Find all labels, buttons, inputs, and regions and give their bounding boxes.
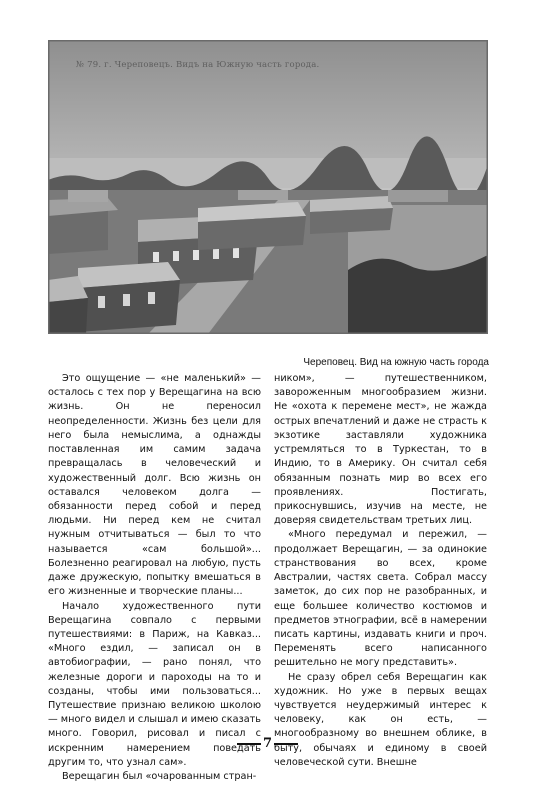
- paragraph: «Много передумал и пережил, — продолжает Верещагин, — за одинокие странствования во всех, кроме Австралии, частях света. Собрал массу заметок, до сих пор не разобранных, и еще большее количество костюмов и предметов этнографии, всё в намерении писать картины, издавать книги и проч. Переменять всего написанного решительно не могу представить».: [274, 529, 487, 669]
- text-column-left: [48, 372, 261, 784]
- page-number: [0, 736, 535, 751]
- town-photograph: [48, 40, 488, 334]
- paragraph: Не сразу обрел себя Верещагин как художник. Но уже в первых вещах чувствуется неудержимый интерес к человеку, как он есть, — многообразному во внешнем облике, в быту, обычаях и единому в своей человеческой сути. Внешне: [274, 671, 487, 768]
- photo-caption: Череповец. Вид на южную часть города: [303, 357, 489, 368]
- page-number-value: 7: [262, 736, 273, 751]
- page-number-rule-right: [274, 743, 298, 745]
- paragraph: Верещагин был «очарованным стран-: [62, 771, 257, 783]
- town-view-illustration: [48, 40, 488, 334]
- text-column-right: [274, 372, 487, 770]
- paragraph: Это ощущение — «не маленький» — осталось с тех пор у Верещагина на всю жизнь. Он не переносил неопределенности. Жизнь без цели для него была немыслима, а однажды поставленная им самим задача превращалась в человеческий и художественный долг. Всю жизнь он оставался человеком долга — обязанности перед собой и перед людьми. Ни перед кем не считал нужным отчитываться — был то что называется «сам большой»... Болезненно реагировал на любую, пусть даже дружескую, попытку вмешаться в его жизненные и творческие планы...: [48, 373, 261, 598]
- paragraph: Начало художественного пути Верещагина совпало с первыми путешествиями: в Париж, на Кавказ... «Много ездил, — записал он в автобиографии, — рано понял, что железные дороги и пароходы на то и созданы, чтобы ими пользоваться... Путешествие признаю великою школою — много видел и слышал и имею сказать много. Говорил, рисовал и писал с искренним намерением поведать другим то, что узнал сам».: [48, 600, 261, 768]
- photo-inner-caption: № 79. г. Череповецъ. Видъ на Южную часть города.: [76, 60, 320, 70]
- page-number-rule-left: [237, 743, 261, 745]
- paragraph-continuation: ником», — путешественником, завороженным многообразием жизни. Не «охота к перемене мест», не жажда острых впечатлений и даже не страсть к экзотике заставляли художника устремляться то в Туркестан, то в Индию, то в Америку. Он считал себя обязанным познать мир во всех его проявлениях. Постигать, прикоснувшись, изучив на месте, не доверяя свидетельствам третьих лиц.: [274, 373, 487, 527]
